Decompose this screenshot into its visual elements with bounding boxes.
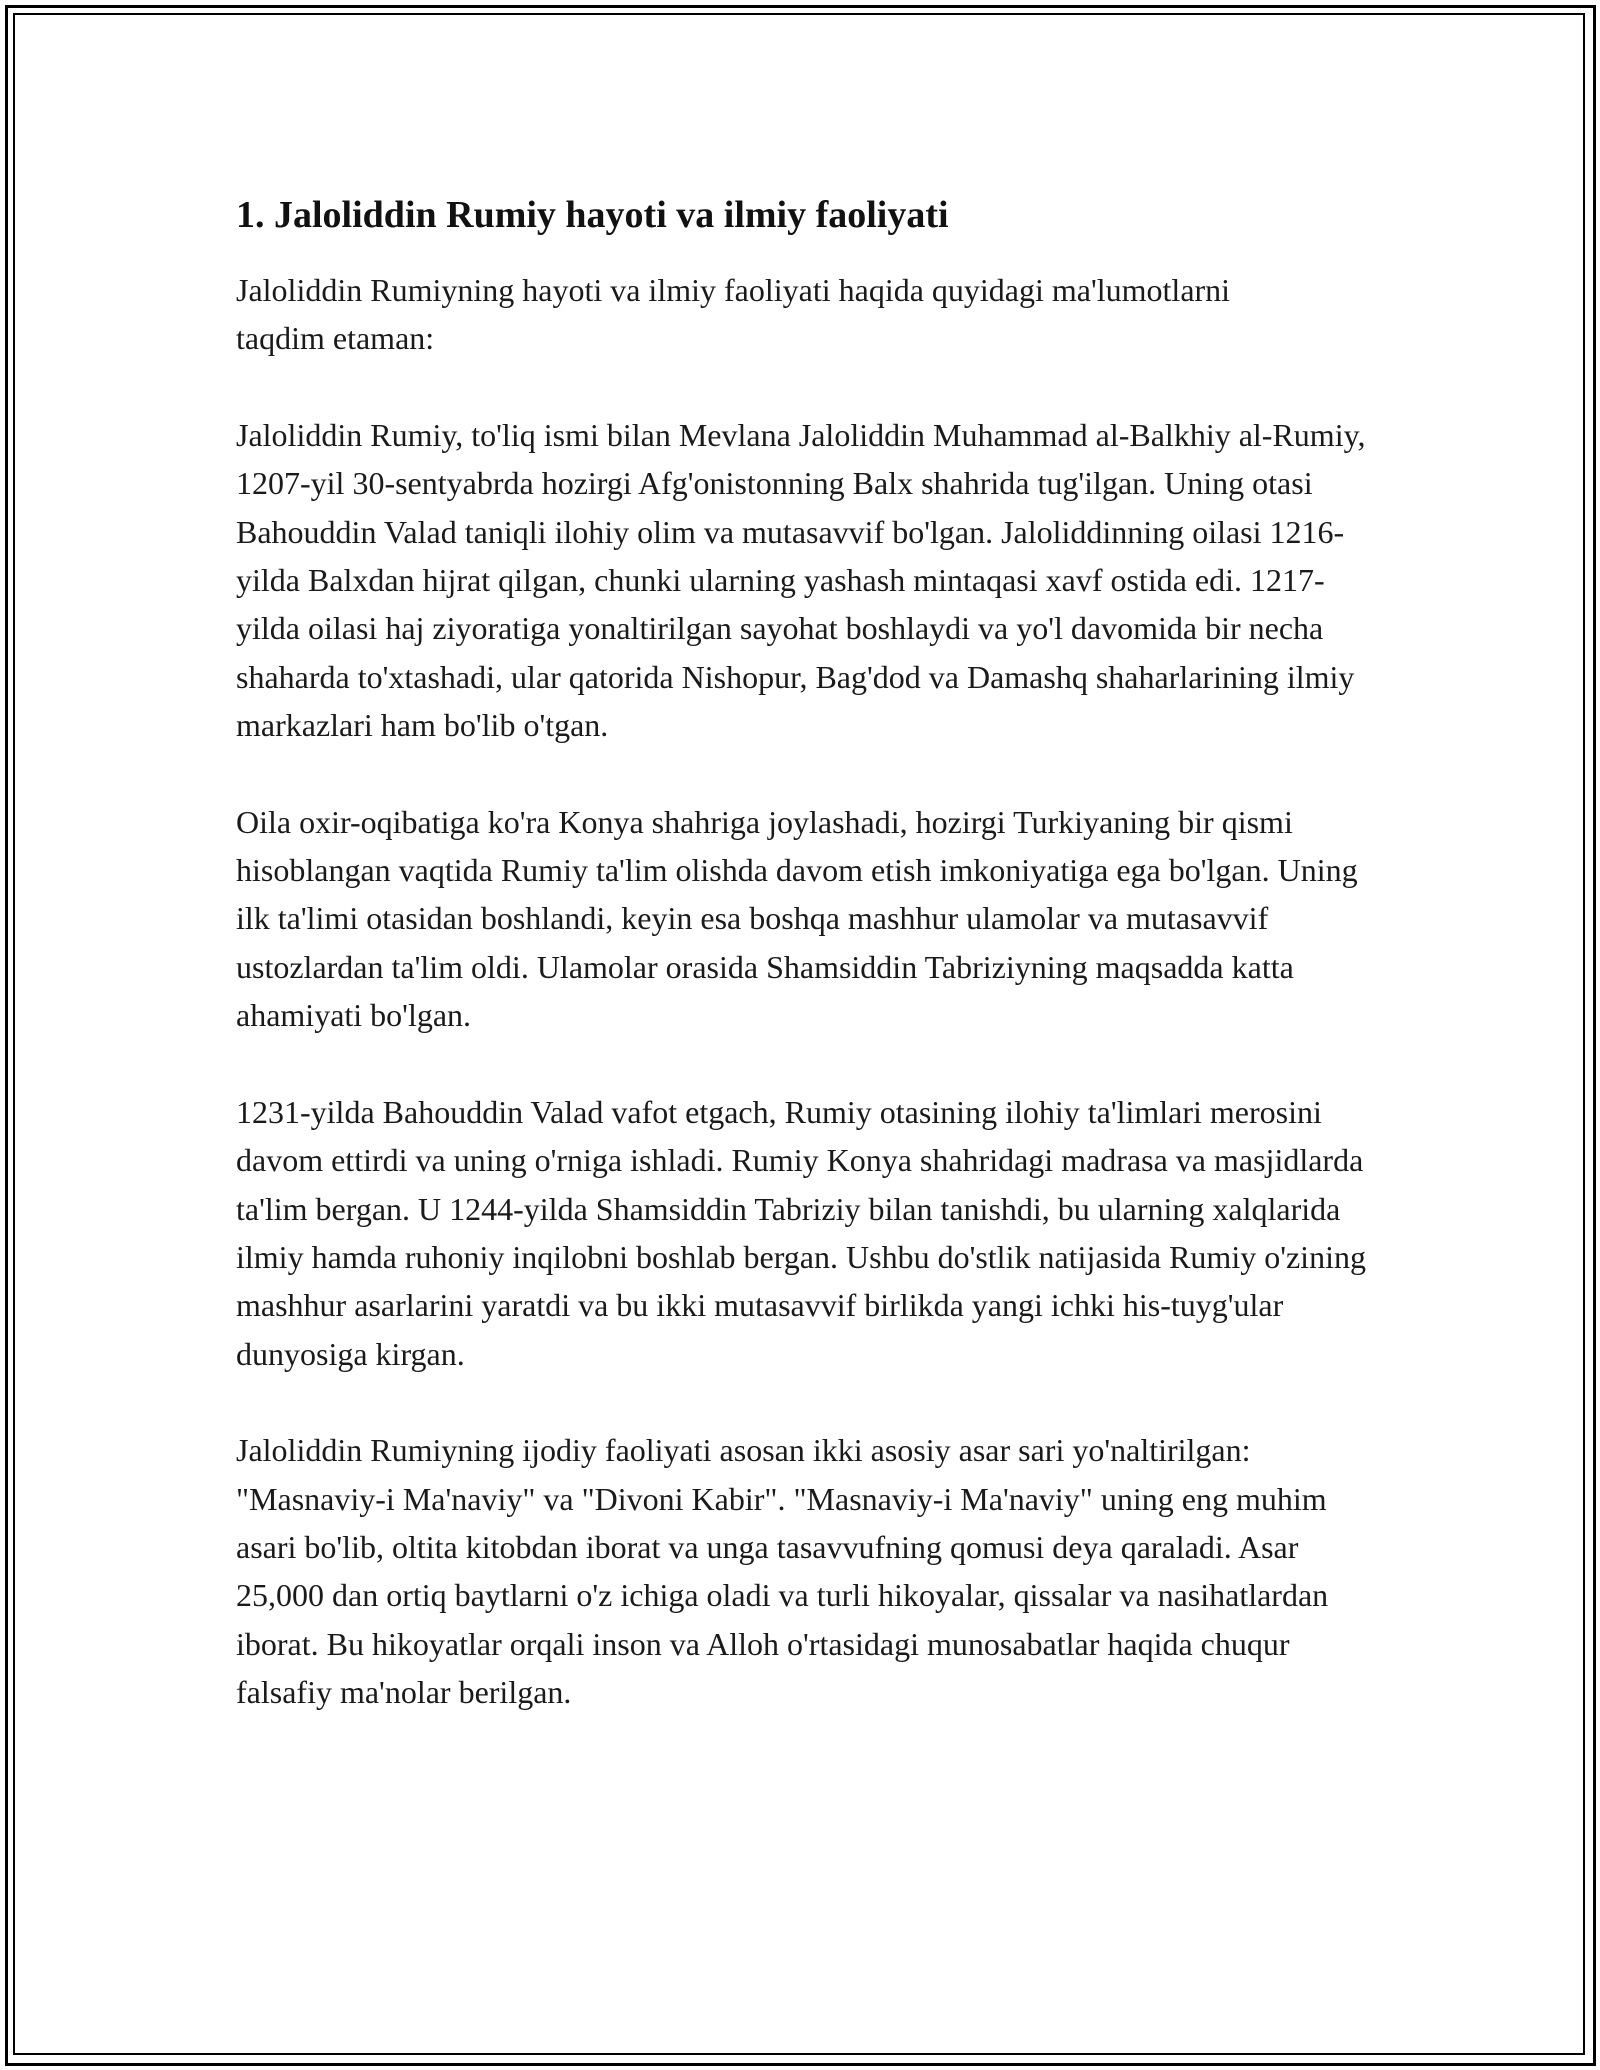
- document-body: [236, 190, 1366, 1765]
- paragraph-intro: Jaloliddin Rumiyning hayoti va ilmiy faoliyati haqida quyidagi ma'lumotlarni taqdim etaman:: [236, 272, 1231, 357]
- paragraph-works: Jaloliddin Rumiyning ijodiy faoliyati asosan ikki asosiy asar sari yo'naltirilgan: "Masnaviy-i Ma'naviy" va "Divoni Kabir". "Masnaviy-i Ma'naviy" uning eng muhim asari bo'lib, oltita kitobdan iborat va unga tasavvufning qomusi deya qaraladi. Asar 25,000 dan ortiq baytlarni o'z ichiga oladi va turli hikoyalar, qissalar va nasihatlardan iborat. Bu hikoyatlar orqali inson va Alloh o'rtasidagi munosabatlar haqida chuqur falsafiy ma'nolar berilgan.: [236, 1432, 1329, 1711]
- paragraph-teaching-shams: 1231-yilda Bahouddin Valad vafot etgach, Rumiy otasining ilohiy ta'limlari merosini davom ettirdi va uning o'rniga ishladi. Rumiy Konya shahridagi madrasa va masjidlarda ta'lim bergan. U 1244-yilda Shamsiddin Tabriziy bilan tanishdi, bu ularning xalqlarida ilmiy hamda ruhoniy inqilobni boshlab bergan. Ushbu do'stlik natijasida Rumiy o'zining mashhur asarlarini yaratdi va bu ikki mutasavvif birlikda yangi ichki his-tuyg'ular dunyosiga kirgan.: [236, 1093, 1366, 1372]
- section-heading: 1. Jaloliddin Rumiy hayoti va ilmiy faoliyati: [236, 194, 949, 236]
- paragraph-birth-family: Jaloliddin Rumiy, to'liq ismi bilan Mevlana Jaloliddin Muhammad al-Balkhiy al-Rumiy, 1207-yil 30-sentyabrda hozirgi Afg'onistonning Balx shahrida tug'ilgan. Uning otasi Bahouddin Valad taniqli ilohiy olim va mutasavvif bo'lgan. Jaloliddinning oilasi 1216-yilda Balxdan hijrat qilgan, chunki ularning yashash mintaqasi xavf ostida edi. 1217-yilda oilasi haj ziyoratiga yonaltirilgan sayohat boshlaydi va yo'l davomida bir necha shaharda to'xtashadi, ular qatorida Nishopur, Bag'dod va Damashq shaharlarining ilmiy markazlari ham bo'lib o'tgan.: [236, 416, 1366, 744]
- paragraph-konya-education: Oila oxir-oqibatiga ko'ra Konya shahriga joylashadi, hozirgi Turkiyaning bir qismi hisoblangan vaqtida Rumiy ta'lim olishda davom etish imkoniyatiga ega bo'lgan. Uning ilk ta'limi otasidan boshlandi, keyin esa boshqa mashhur ulamolar va mutasavvif ustozlardan ta'lim oldi. Ulamolar orasida Shamsiddin Tabriziyning maqsadda katta ahamiyati bo'lgan.: [236, 803, 1358, 1034]
